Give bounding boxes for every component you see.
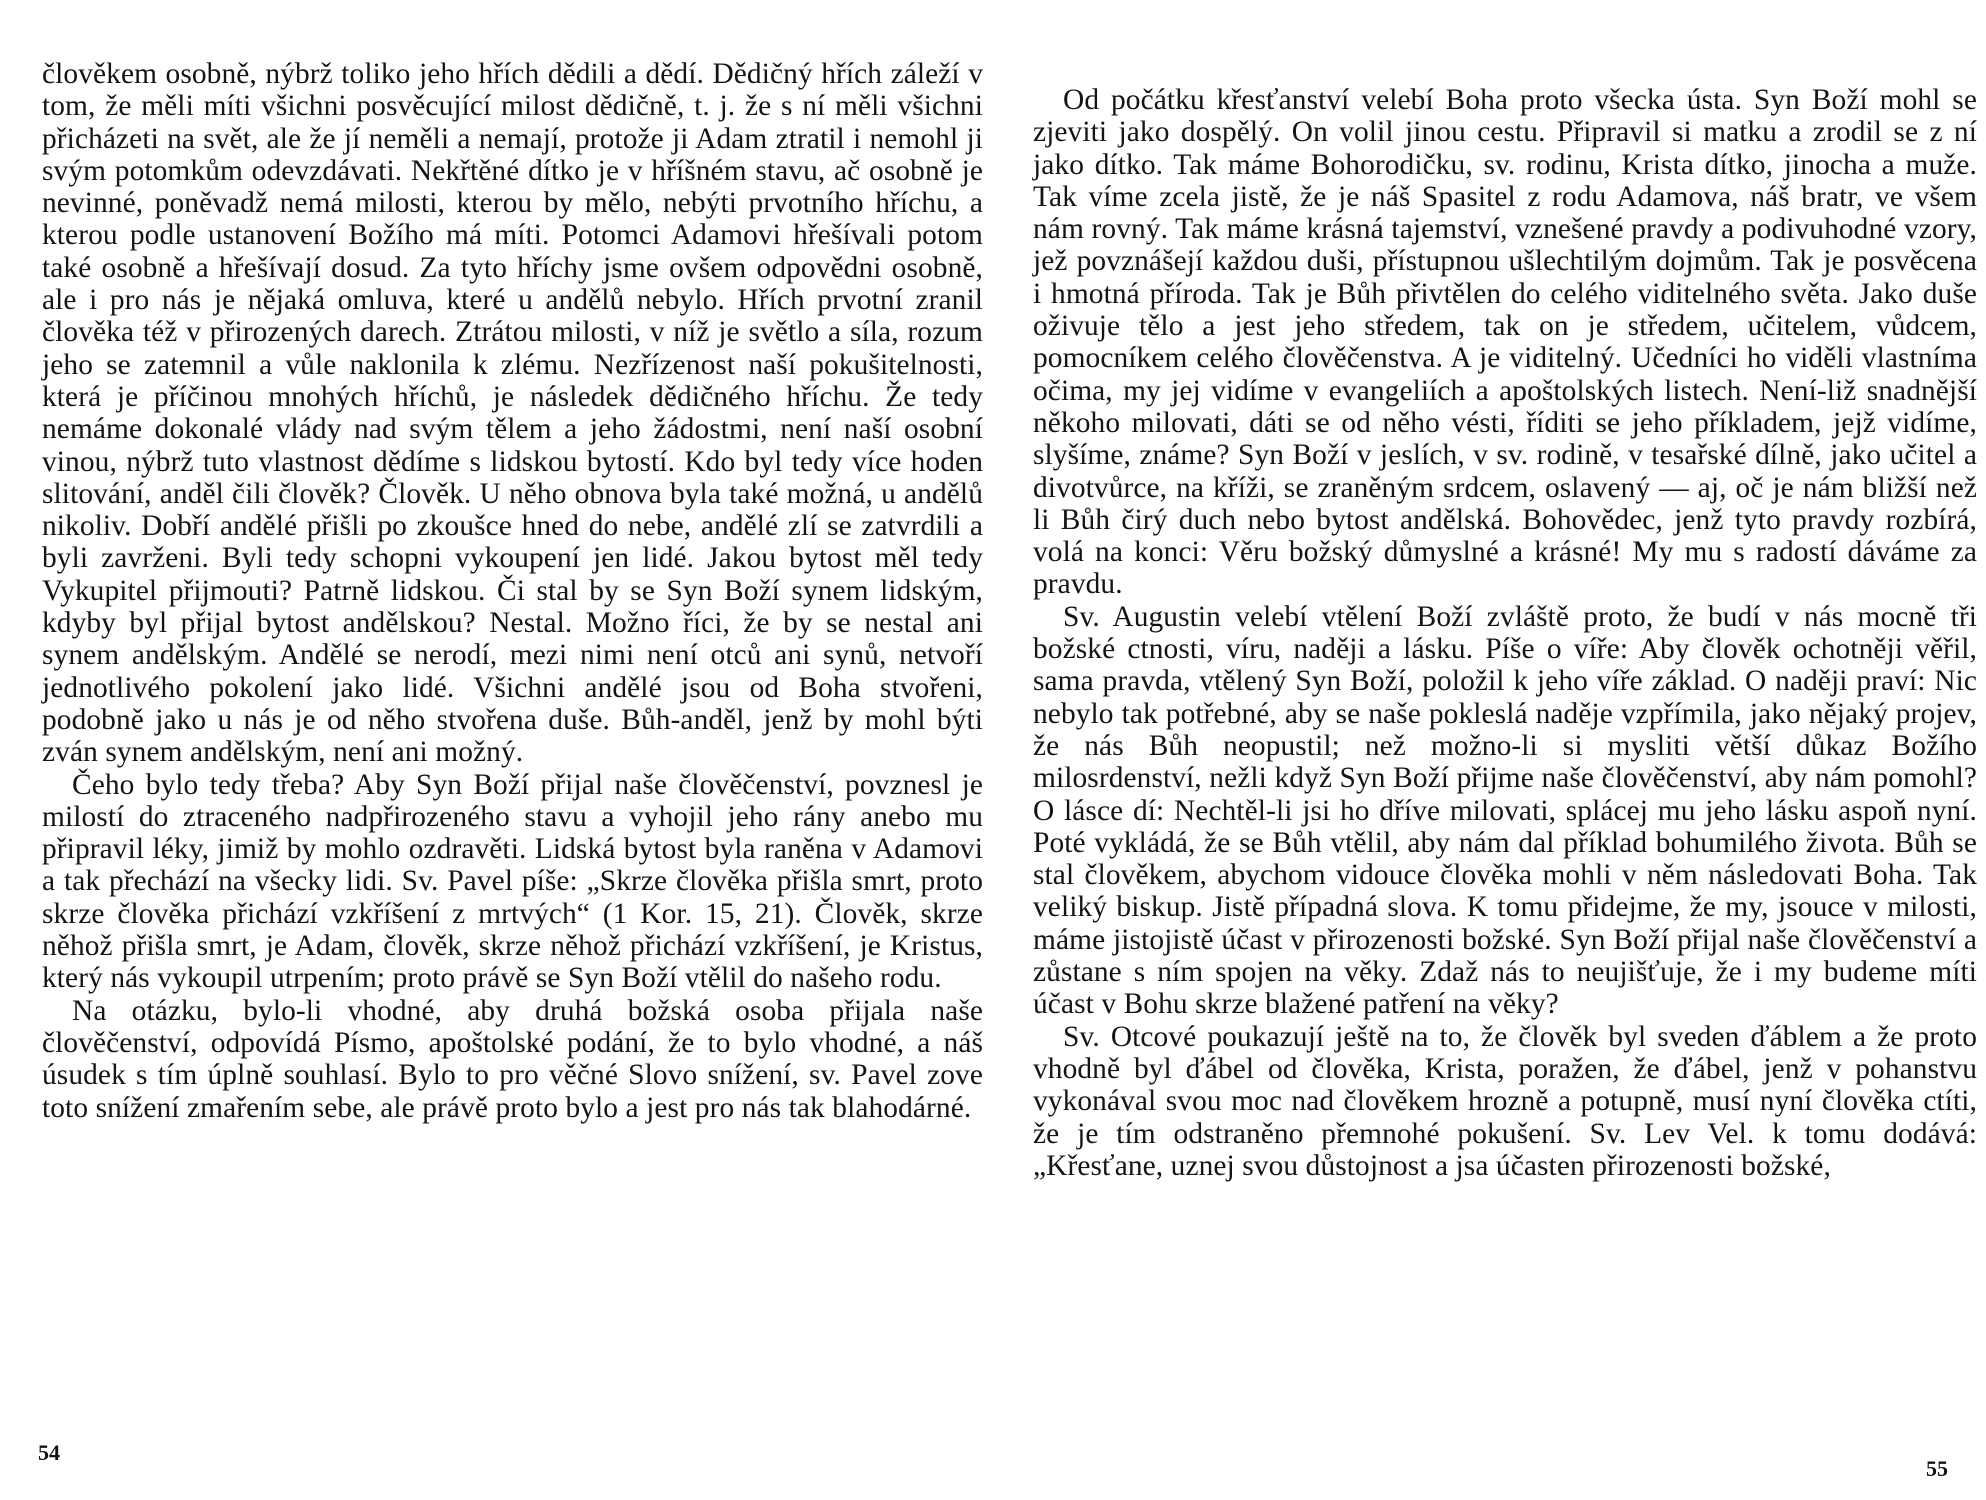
page-number: 54 xyxy=(38,1440,60,1465)
right-page xyxy=(993,0,1986,1500)
paragraph: Čeho bylo tedy třeba? Aby Syn Boží přijal naše člověčenství, povznesl je milostí do ztraceného nadpřirozeného stavu a vyhojil jeho rány anebo mu připravil léky, jimiž by mohlo ozdravěti. Lidská bytost byla raněna v Adamovi a tak přechází na všecky lidi. Sv. Pavel píše: „Skrze člověka přišla smrt, proto skrze člověka přichází vzkříšení z mrtvých“ (1 Kor. 15, 21). Člověk, skrze něhož přišla smrt, je Adam, člověk, skrze něhož přichází vzkříšení, je Kristus, který nás vykoupil utrpením; proto právě se Syn Boží vtělil do našeho rodu. xyxy=(42,768,983,995)
paragraph: Na otázku, bylo-li vhodné, aby druhá božská osoba přijala naše člověčenství, odpovídá Písmo, apoštolské podání, že to bylo vhodné, a náš úsudek s tím úplně souhlasí. Bylo to pro věčné Slovo snížení, sv. Pavel zove toto snížení zmařením sebe, ale právě proto bylo a jest pro nás tak blahodárné. xyxy=(42,994,983,1124)
left-page-text xyxy=(42,58,983,1124)
paragraph: Sv. Otcové poukazují ještě na to, že člověk byl sveden ďáblem a že proto vhodně byl ďábel od člověka, Krista, poražen, že ďábel, jenž v pohanstvu vykonával svou moc nad člověkem hrozně a potupně, musí nyní člověka ctíti, že je tím odstraněno přemnohé pokušení. Sv. Lev Vel. k tomu dodává: „Křesťane, uznej svou důstojnost a jsa účasten přirozenosti božské, xyxy=(1033,1020,1977,1182)
paragraph: Sv. Augustin velebí vtělení Boží zvláště proto, že budí v nás mocně tři božské ctnosti, víru, naději a lásku. Píše o víře: Aby člověk ochotněji věřil, sama pravda, vtělený Syn Boží, položil k jeho víře základ. O naději praví: Nic nebylo tak potřebné, aby se naše pokleslá naděje vzpřímila, jako nějaký projev, že nás Bůh neopustil; než možno-li si mysliti větší důkaz Božího milosrdenství, nežli když Syn Boží přijme naše člověčenství, aby nám pomohl? O lásce dí: Nechtěl-li jsi ho dříve milovati, splácej mu jeho lásku aspoň nyní. Poté vykládá, že se Bůh vtělil, aby nám dal příklad bohumilého života. Bůh se stal člověkem, abychom vidouce člověka mohli v něm následovati Boha. Tak veliký biskup. Jistě případná slova. K tomu přidejme, že my, jsouce v milosti, máme jistojistě účast v přirozenosti božské. Syn Boží přijal naše člověčenství a zůstane s ním spojen na věky. Zdaž nás to neujišťuje, že i my budeme míti účast v Bohu skrze blažené patření na věky? xyxy=(1033,600,1977,1021)
page-number: 55 xyxy=(1926,1456,1948,1481)
paragraph: člověkem osobně, nýbrž toliko jeho hřích dědili a dědí. Dědičný hřích záleží v tom, že měli míti všichni posvěcující milost dědičně, t. j. že s ní měli všichni přicházeti na svět, ale že jí neměli a nemají, protože ji Adam ztratil i nemohl ji svým potomkům odevzdávati. Nekřtěné dítko je v hříšném stavu, ač osobně je nevinné, poněvadž nemá milosti, kterou by mělo, nebýti prvotního hříchu, a kterou podle ustanovení Božího má míti. Potomci Adamovi hřešívali potom také osobně a hřešívají dosud. Za tyto hříchy jsme ovšem odpovědni osobně, ale i pro nás je nějaká omluva, které u andělů nebylo. Hřích prvotní zranil člověka též v přirozených darech. Ztrátou milosti, v níž je světlo a síla, rozum jeho se zatemnil a vůle naklonila k zlému. Nezřízenost naší pokušitelnosti, která je příčinou mnohých hříchů, je následek dědičného hříchu. Že tedy nemáme dokonalé vlády nad svým tělem a jeho žádostmi, není naší osobní vinou, nýbrž tuto vlastnost dědíme s lidskou bytostí. Kdo byl tedy více hoden slitování, anděl čili člověk? Člověk. U něho obnova byla také možná, u andělů nikoliv. Dobří andělé přišli po zkoušce hned do nebe, andělé zlí se zatvrdili a byli zavrženi. Byli tedy schopni vykoupení jen lidé. Jakou bytost měl tedy Vykupitel přijmouti? Patrně lidskou. Či stal by se Syn Boží synem lidským, kdyby byl přijal bytost andělskou? Nestal. Možno říci, že by se nestal ani synem andělským. Andělé se nerodí, mezi nimi není otců ani synů, netvoří jednotlivého pokolení jako lidé. Všichni andělé jsou od Boha stvořeni, podobně jako u nás je od něho stvořena duše. Bůh-anděl, jenž by mohl býti zván synem andělským, není ani možný. xyxy=(42,58,983,769)
paragraph: Od počátku křesťanství velebí Boha proto všecka ústa. Syn Boží mohl se zjeviti jako dospělý. On volil jinou cestu. Připravil si matku a zrodil se z ní jako dítko. Tak máme Bohorodičku, sv. rodinu, Krista dítko, jinocha a muže. Tak víme zcela jistě, že je náš Spasitel z rodu Adamova, náš bratr, ve všem nám rovný. Tak máme krásná tajemství, vznešené pravdy a podivuhodné vzory, jež povznášejí každou duši, přístupnou ušlechtilým dojmům. Tak je posvěcena i hmotná příroda. Tak je Bůh přivtělen do celého viditelného světa. Jako duše oživuje tělo a jest jeho středem, tak on je středem, učitelem, vůdcem, pomocníkem celého člověčenstva. A je viditelný. Učedníci ho viděli vlastníma očima, my jej vidíme v evangeliích a apoštolských listech. Není-liž snadnější někoho milovati, dáti se od něho vésti, říditi se jeho příkladem, jejž vidíme, slyšíme, známe? Syn Boží v jeslích, v sv. rodině, v tesařské dílně, jako učitel a divotvůrce, na kříži, se zraněným srdcem, oslavený — aj, oč je nám bližší než li Bůh čirý duch nebo bytost andělská. Bohovědec, jenž tyto pravdy rozbírá, volá na konci: Věru božský důmyslné a krásné! My mu s radostí dáváme za pravdu. xyxy=(1033,84,1977,601)
right-page-text xyxy=(1033,84,1977,1182)
